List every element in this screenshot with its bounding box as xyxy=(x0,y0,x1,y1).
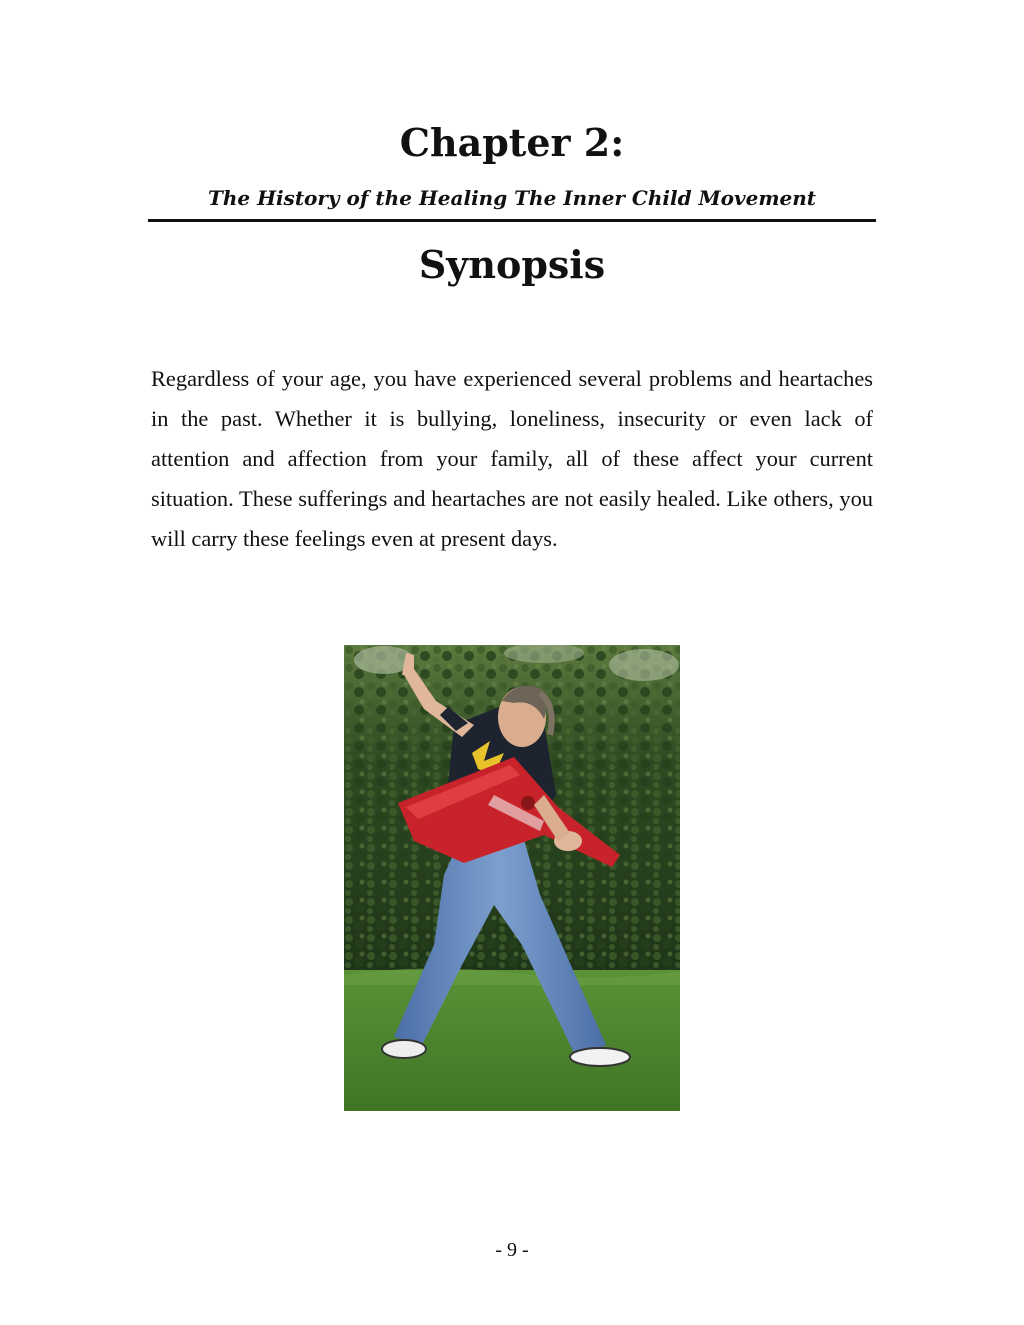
section-title: Synopsis xyxy=(418,242,606,287)
synopsis-paragraph: Regardless of your age, you have experienced several problems and heartaches in the past. Whether it is bullying, loneliness, insecurity or even lack of attention and affection from your family, all of these affect your current situation. These sufferings and heartaches are not easily healed. Like others, you will carry these feelings even at present days. xyxy=(151,366,873,551)
chapter-subtitle: The History of the Healing The Inner Child Movement xyxy=(207,186,817,210)
man-with-keytar-photo xyxy=(344,645,680,1111)
page-number: - 9 - xyxy=(495,1239,529,1261)
chapter-title: Chapter 2: xyxy=(399,120,625,165)
title-divider xyxy=(148,219,876,222)
